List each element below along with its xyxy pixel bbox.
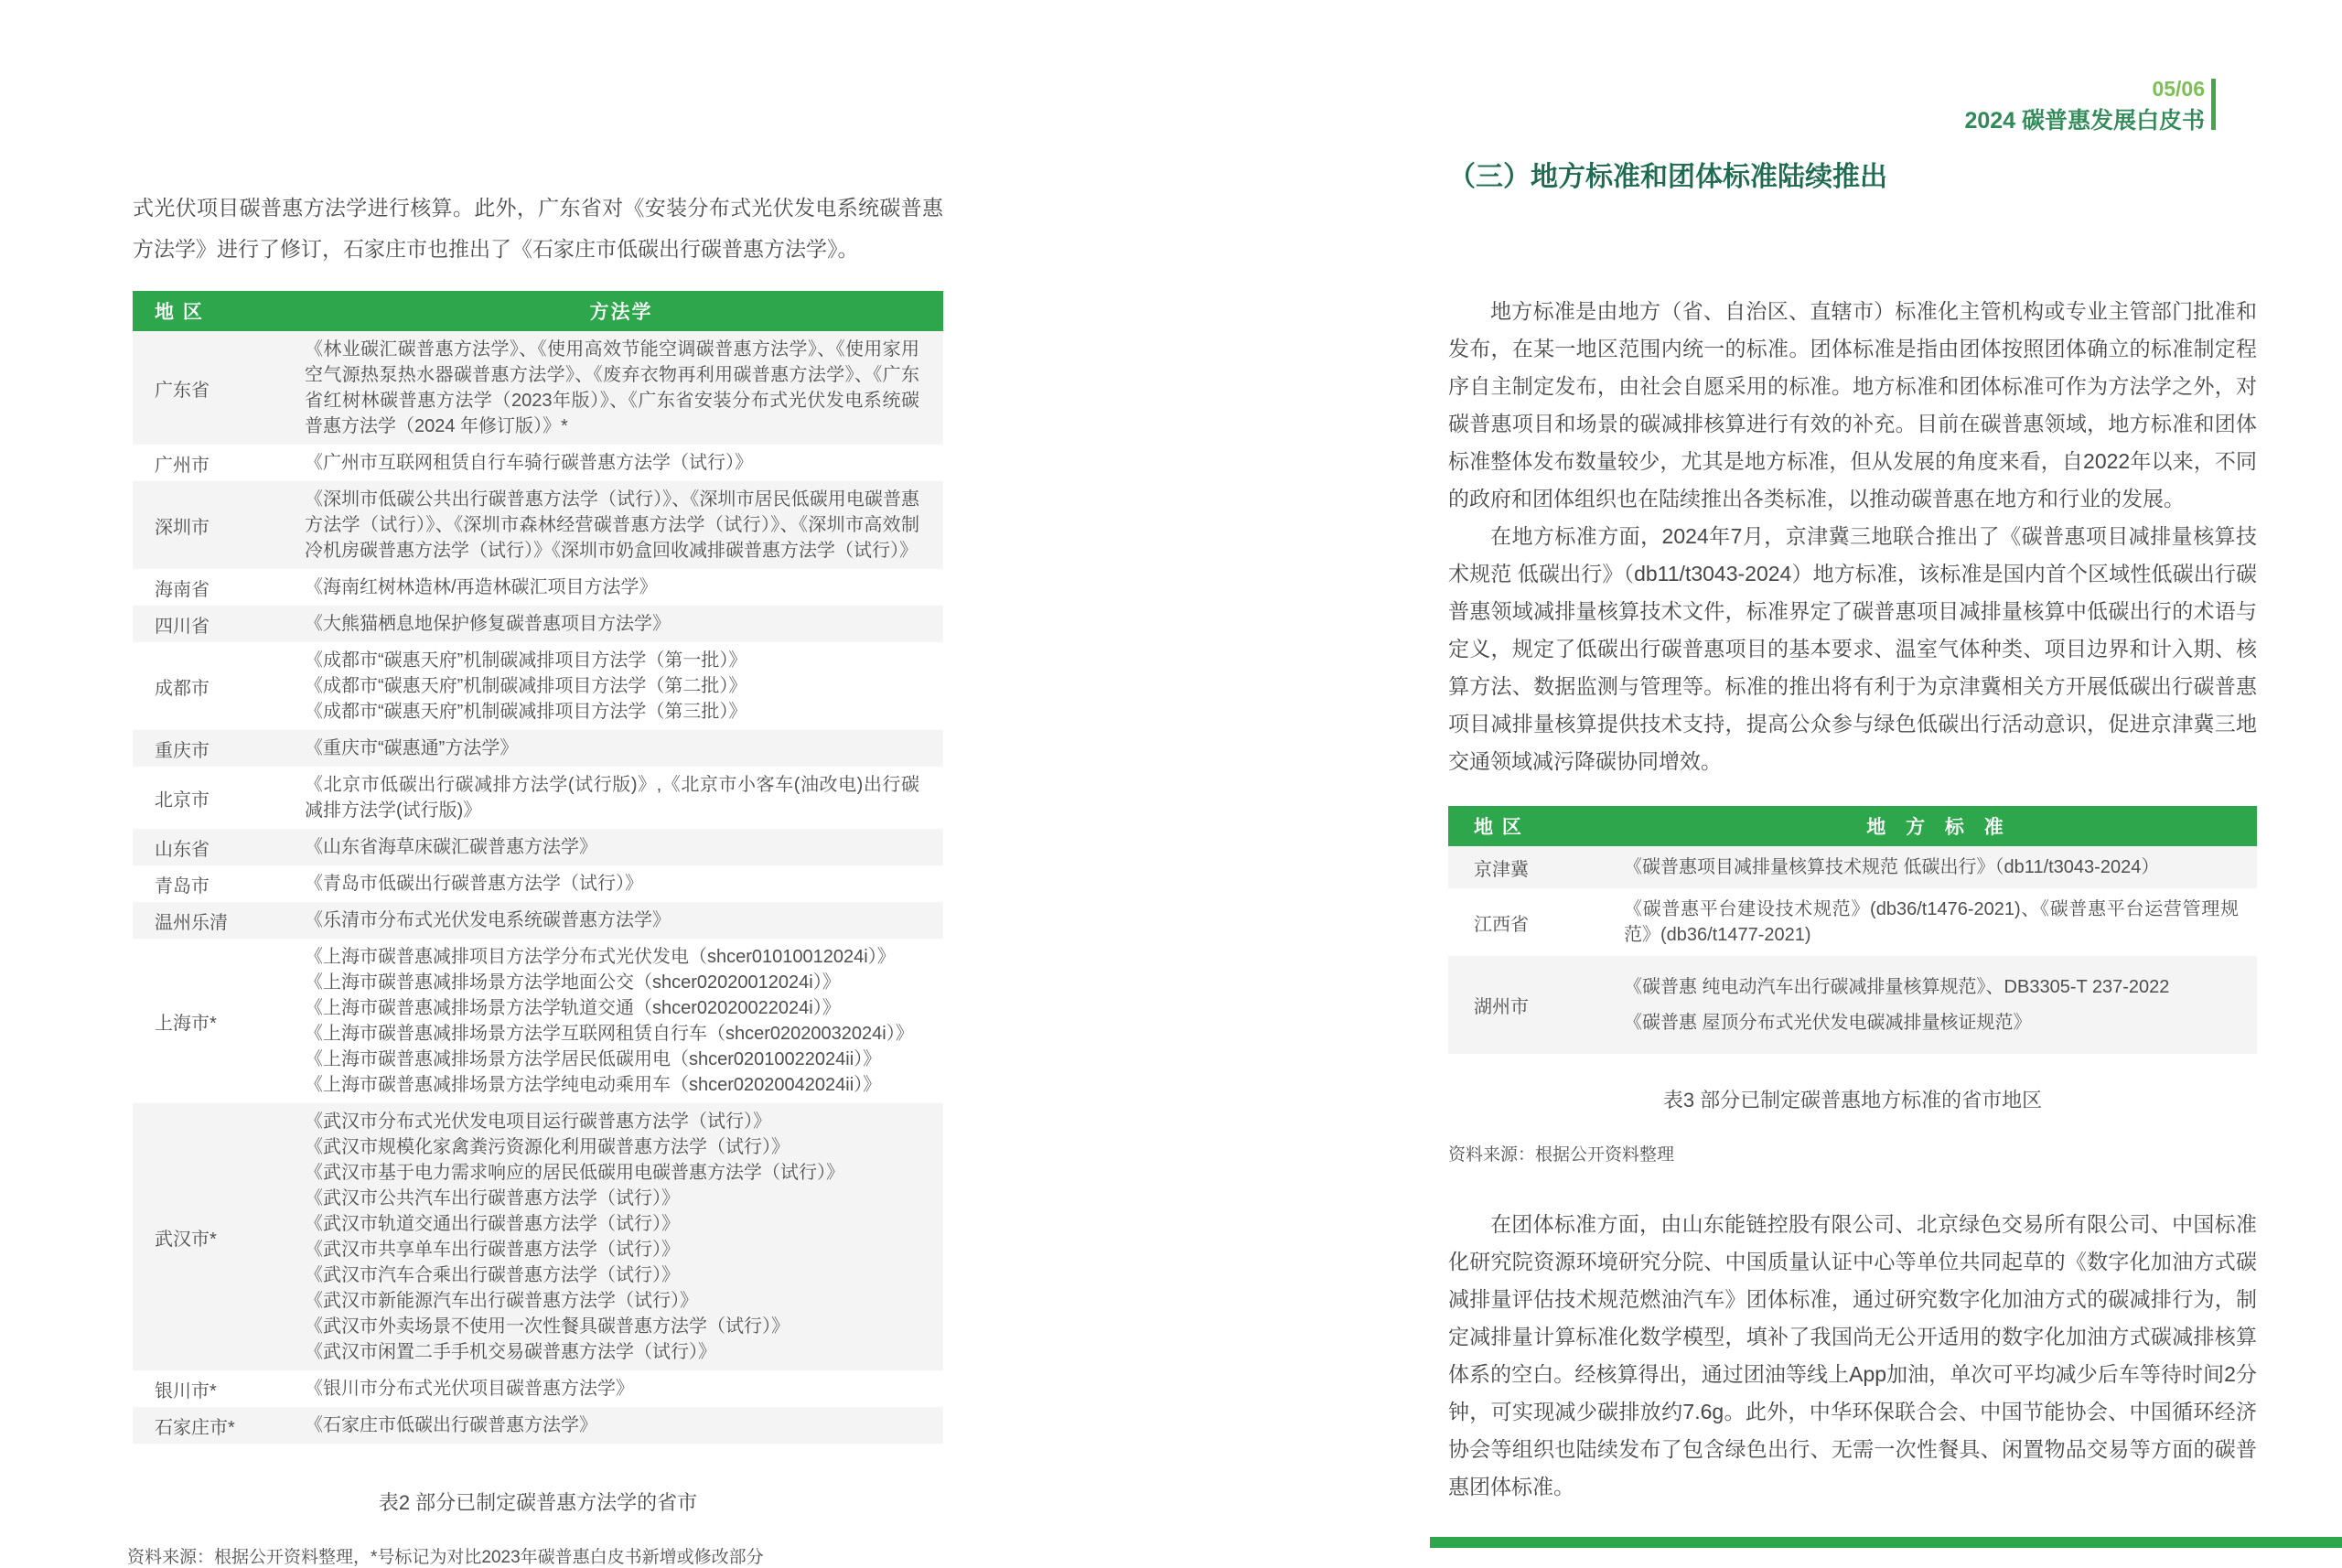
method-item: 《上海市碳普惠减排场景方法学居民低碳用电（shcer02010022024ii）》 [305, 1049, 882, 1069]
left-page [127, 166, 943, 1568]
left-intro-paragraph: 式光伏项目碳普惠方法学进行核算。此外，广东省对《安装分布式光伏发电系统碳普惠方法学》进行了修订，石家庄市也推出了《石家庄市低碳出行碳普惠方法学》。 [133, 196, 943, 261]
methods-cell [299, 606, 943, 642]
method-item: 《青岛市低碳出行碳普惠方法学（试行）》 [305, 874, 643, 894]
method-item: 《成都市“碳惠天府”机制碳减排项目方法学（第二批）》 [305, 676, 747, 696]
standards-cell [1620, 846, 2257, 888]
region-cell: 江西省 [1474, 914, 1529, 935]
methods-cell [299, 865, 943, 902]
methodology-table-header [133, 291, 943, 331]
table-row [1448, 846, 2257, 888]
standards-table-header [1448, 806, 2257, 846]
table-row [133, 642, 943, 730]
method-item: 《银川市分布式光伏项目碳普惠方法学》 [305, 1379, 634, 1399]
method-item: 《上海市碳普惠减排项目方法学分布式光伏发电（shcer01010012024i）》 [305, 947, 896, 967]
methods-cell [299, 481, 943, 569]
methodology-table-body [133, 331, 943, 1444]
methods-cell [299, 642, 943, 730]
method-item: 《成都市“碳惠天府”机制碳减排项目方法学（第三批）》 [305, 702, 747, 722]
table-row [133, 902, 943, 939]
methods-cell [299, 1407, 943, 1444]
method-item: 《深圳市低碳公共出行碳普惠方法学（试行）》、《深圳市居民低碳用电碳普惠方法学（试行）》、《深圳市森林经营碳普惠方法学（试行）》、《深圳市高效制冷机房碳普惠方法学（试行）》《深圳市奶盒回收减排碳普惠方法学（试行）》 [305, 489, 919, 561]
methodology-table [133, 291, 943, 1444]
region-cell: 银川市* [155, 1380, 217, 1402]
method-item: 《海南红树林造林/再造林碳汇项目方法学》 [305, 577, 658, 597]
standard-item: 《碳普惠项目减排量核算技术规范 低碳出行》（db11/t3043-2024） [1624, 857, 2160, 877]
table-row [133, 569, 943, 606]
method-item: 《北京市低碳出行碳减排方法学(试行版)》,《北京市小客车(油改电)出行碳减排方法学(试行版)》 [305, 775, 919, 821]
page-bottom-accent-bar [1430, 1537, 2342, 1548]
methods-cell [299, 730, 943, 767]
region-cell: 山东省 [155, 839, 209, 860]
methods-cell [299, 829, 943, 865]
local-standards-table [1448, 806, 2257, 1054]
table-row [133, 1370, 943, 1407]
standards-cell [1620, 888, 2257, 956]
body-paragraph-3: 在团体标准方面，由山东能链控股有限公司、北京绿色交易所有限公司、中国标准化研究院资源环境研究分院、中国质量认证中心等单位共同起草的《数字化加油方式碳减排量评估技术规范燃油汽车》团体标准，通过研究数字化加油方式的碳减排行为，制定减排量计算标准化数学模型，填补了我国尚无公开适用的数字化加油方式碳减排核算体系的空白。经核算得出，通过团油等线上App加油，单次可平均减少后车等待时间2分钟，可实现减少碳排放约7.6g。此外，中华环保联合会、中国节能协会、中国循环经济协会等组织也陆续发布了包含绿色出行、无需一次性餐具、闲置物品交易等方面的碳普惠团体标准。 [1448, 1212, 2257, 1498]
region-cell: 四川省 [155, 616, 209, 637]
header-region-cell: 地 区 [155, 302, 204, 323]
header-methodology-cell: 方法学 [589, 302, 653, 323]
methods-cell [299, 445, 943, 481]
region-cell: 重庆市 [155, 740, 209, 761]
region-cell: 青岛市 [155, 875, 209, 897]
method-item: 《武汉市闲置二手手机交易碳普惠方法学（试行）》 [305, 1342, 716, 1362]
methods-cell [299, 331, 943, 445]
region-cell: 湖州市 [1474, 997, 1529, 1017]
method-item: 《大熊猫栖息地保护修复碳普惠项目方法学》 [305, 614, 671, 634]
method-item: 《武汉市共享单车出行碳普惠方法学（试行）》 [305, 1240, 680, 1260]
region-cell: 石家庄市* [155, 1417, 235, 1438]
method-item: 《石家庄市低碳出行碳普惠方法学》 [305, 1415, 597, 1435]
table-row [133, 939, 943, 1103]
table-row [133, 1407, 943, 1444]
method-item: 《武汉市基于电力需求响应的居民低碳用电碳普惠方法学（试行）》 [305, 1163, 844, 1183]
method-item: 《武汉市规模化家禽粪污资源化利用碳普惠方法学（试行）》 [305, 1137, 790, 1157]
method-item: 《武汉市分布式光伏发电项目运行碳普惠方法学（试行）》 [305, 1112, 771, 1132]
methods-cell [299, 767, 943, 829]
table-row [133, 1103, 943, 1370]
method-item: 《山东省海草床碳汇碳普惠方法学》 [305, 837, 597, 857]
region-cell: 成都市 [155, 678, 209, 699]
region-cell: 广州市 [155, 455, 209, 476]
method-item: 《上海市碳普惠减排场景方法学互联网租赁自行车（shcer02020032024i）》 [305, 1024, 914, 1044]
method-item: 《武汉市轨道交通出行碳普惠方法学（试行）》 [305, 1214, 680, 1234]
header-standard-cell: 地 方 标 准 [1866, 817, 2011, 838]
method-item: 《乐清市分布式光伏发电系统碳普惠方法学》 [305, 910, 671, 930]
methods-cell [299, 939, 943, 1103]
method-item: 《上海市碳普惠减排场景方法学地面公交（shcer02020012024i）》 [305, 972, 841, 993]
right-page [1448, 77, 2257, 1506]
method-item: 《武汉市外卖场景不使用一次性餐具碳普惠方法学（试行）》 [305, 1316, 790, 1337]
method-item: 《上海市碳普惠减排场景方法学纯电动乘用车（shcer02020042024ii）》 [305, 1075, 882, 1095]
page-number: 05/06 [2152, 77, 2205, 101]
region-cell: 海南省 [155, 579, 209, 600]
table-row [133, 865, 943, 902]
table-row [133, 481, 943, 569]
table-row [133, 767, 943, 829]
table-row [133, 829, 943, 865]
body-paragraph-1: 地方标准是由地方（省、自治区、直辖市）标准化主管机构或专业主管部门批准和发布，在某一地区范围内统一的标准。团体标准是指由团体按照团体确立的标准制定程序自主制定发布，由社会自愿采用的标准。地方标准和团体标准可作为方法学之外，对碳普惠项目和场景的碳减排核算进行有效的补充。目前在碳普惠领域，地方标准和团体标准整体发布数量较少，尤其是地方标准，但从发展的角度来看，自2022年以来，不同的政府和团体组织也在陆续推出各类标准，以推动碳普惠在地方和行业的发展。 [1448, 299, 2257, 510]
methods-cell [299, 1103, 943, 1370]
region-cell: 上海市* [155, 1013, 217, 1034]
method-item: 《广州市互联网租赁自行车骑行碳普惠方法学（试行）》 [305, 453, 753, 473]
table-row [1448, 956, 2257, 1054]
method-item: 《成都市“碳惠天府”机制碳减排项目方法学（第一批）》 [305, 650, 747, 671]
table3-caption: 表3 部分已制定碳普惠地方标准的省市地区 [1662, 1089, 2043, 1112]
standards-table-body [1448, 846, 2257, 1054]
method-item: 《武汉市汽车合乘出行碳普惠方法学（试行）》 [305, 1265, 680, 1285]
table-row [133, 730, 943, 767]
page-header [1448, 77, 2257, 134]
method-item: 《上海市碳普惠减排场景方法学轨道交通（shcer02020022024i）》 [305, 998, 841, 1018]
method-item: 《武汉市公共汽车出行碳普惠方法学（试行）》 [305, 1188, 680, 1208]
table-row [133, 331, 943, 445]
method-item: 《重庆市“碳惠通”方法学》 [305, 738, 519, 758]
standard-item: 《碳普惠平台建设技术规范》(db36/t1476-2021)、《碳普惠平台运营管理规范》(db36/t1477-2021) [1624, 899, 2239, 945]
region-cell: 北京市 [155, 789, 209, 811]
region-cell: 温州乐清 [155, 912, 228, 933]
methods-cell [299, 902, 943, 939]
standards-cell [1620, 956, 2257, 1054]
book-title: 2024 碳普惠发展白皮书 [1964, 108, 2205, 134]
standard-item: 《碳普惠 纯电动汽车出行碳减排量核算规范》、DB3305-T 237-2022 [1624, 977, 2170, 997]
table2-source-note: 资料来源：根据公开资料整理，*号标记为对比2023年碳普惠白皮书新增或修改部分 [127, 1548, 764, 1567]
header-region-cell: 地 区 [1474, 817, 1523, 838]
body-paragraph-2: 在地方标准方面，2024年7月，京津冀三地联合推出了《碳普惠项目减排量核算技术规范 低碳出行》（db11/t3043-2024）地方标准，该标准是国内首个区域性低碳出行碳普惠领域减排量核算技术文件，标准界定了碳普惠项目减排量核算中低碳出行的术语与定义，规定了低碳出行碳普惠项目的基本要求、温室气体种类、项目边界和计入期、核算方法、数据监测与管理等。标准的推出将有利于为京津冀相关方开展低碳出行碳普惠项目减排量核算提供技术支持，提高公众参与绿色低碳出行活动意识，促进京津冀三地交通领域减污降碳协同增效。 [1448, 524, 2257, 773]
method-item: 《武汉市新能源汽车出行碳普惠方法学（试行）》 [305, 1291, 698, 1311]
table-row [1448, 888, 2257, 956]
methods-cell [299, 569, 943, 606]
table-row [133, 606, 943, 642]
table3-source-note: 资料来源：根据公开资料整理 [1448, 1145, 1675, 1165]
table2-caption: 表2 部分已制定碳普惠方法学的省市 [378, 1491, 698, 1514]
table-row [133, 445, 943, 481]
standard-item: 《碳普惠 屋顶分布式光伏发电碳减排量核证规范》 [1624, 1013, 2032, 1033]
section-heading: （三）地方标准和团体标准陆续推出 [1448, 162, 1887, 192]
region-cell: 深圳市 [155, 517, 209, 538]
region-cell: 广东省 [155, 380, 209, 401]
methods-cell [299, 1370, 943, 1407]
region-cell: 武汉市* [155, 1229, 217, 1250]
header-accent-bar [2211, 79, 2216, 130]
method-item: 《林业碳汇碳普惠方法学》、《使用高效节能空调碳普惠方法学》、《使用家用空气源热泵热水器碳普惠方法学》、《废弃衣物再利用碳普惠方法学》、《广东省红树林碳普惠方法学（2023年版）》、《广东省安装分布式光伏发电系统碳普惠方法学（2024 年修订版）》* [305, 339, 919, 436]
region-cell: 京津冀 [1474, 859, 1529, 880]
